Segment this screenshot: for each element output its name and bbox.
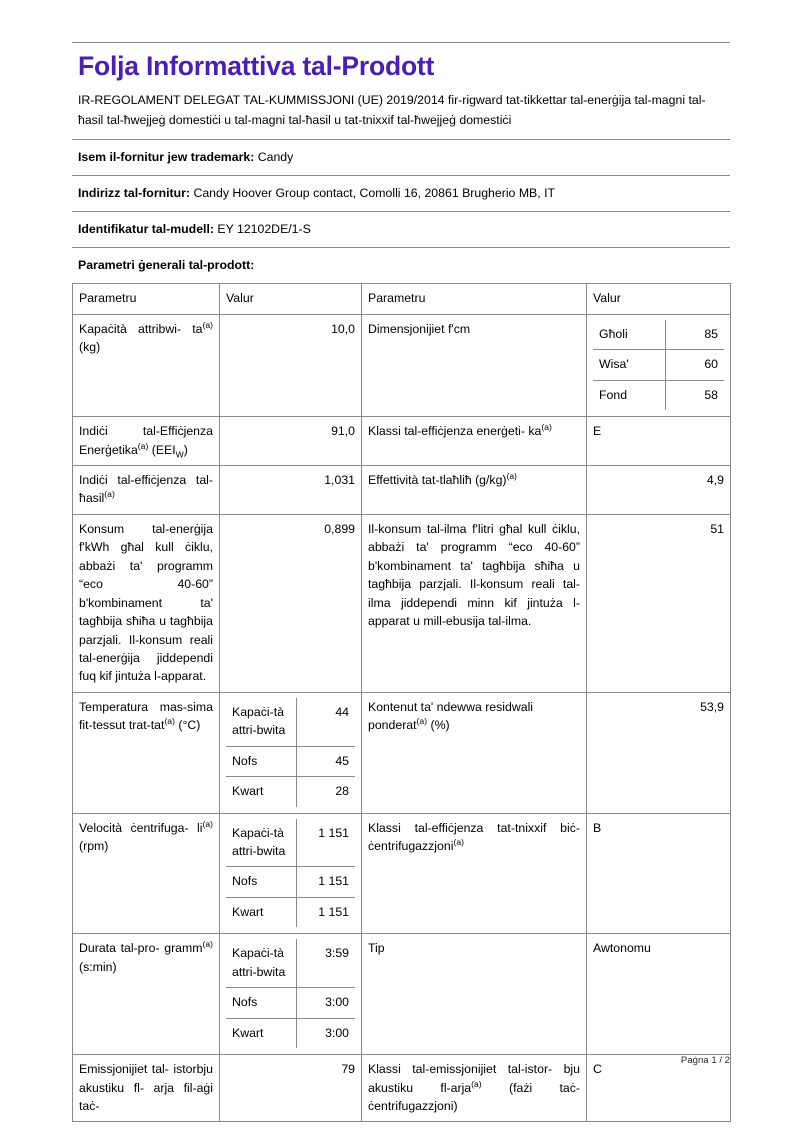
duration-label xyxy=(73,934,220,1055)
duration-sublabel-quarter: Kwart xyxy=(226,1018,296,1048)
duration-subrow-quarter xyxy=(226,1018,355,1048)
footnote-marker: (a) xyxy=(453,836,464,847)
general-parameters-heading xyxy=(72,248,730,283)
eei-abbrev: (EEI xyxy=(151,442,176,457)
footnote-marker: (a) xyxy=(541,422,552,433)
temperature-subvalue-quarter: 28 xyxy=(296,777,355,807)
dimension-row-depth xyxy=(593,380,724,410)
duration-subvalue-half: 3:00 xyxy=(296,988,355,1018)
footnote-marker: (a) xyxy=(202,319,213,330)
spin-speed-subvalue-rated: 1 151 xyxy=(296,819,355,867)
noise-class-value: C xyxy=(587,1055,731,1122)
wash-efficiency-label-line1: Indiċi tal-effiċjenza xyxy=(79,473,187,487)
temperature-subrow-half xyxy=(226,746,355,776)
dimension-value-depth: 58 xyxy=(665,380,724,410)
noise-label-line1: Emissjonijiet tal- xyxy=(79,1062,169,1077)
page-footer: Paġna 1 / 2 xyxy=(680,1055,730,1066)
spin-speed-label-line1: Velocità ċentrifuga- xyxy=(79,820,189,835)
temperature-label-line1: Temperatura mas- xyxy=(79,699,188,714)
footnote-marker: (a) xyxy=(164,716,175,727)
eei-label-line1: Indiċi tal-Effiċjenza xyxy=(79,424,213,439)
table-row-spin-speed xyxy=(73,813,731,934)
temperature-label-line2: sima fit-tessut trat- xyxy=(79,699,213,733)
supplier-value: Candy xyxy=(257,149,294,164)
wash-efficiency-label xyxy=(73,466,220,515)
footnote-marker: (a) xyxy=(137,440,149,451)
spin-speed-label-line2: li xyxy=(197,820,203,835)
spin-speed-subvalue-quarter: 1 151 xyxy=(296,897,355,927)
table-row-wash-efficiency xyxy=(73,466,731,515)
footnote-marker: (a) xyxy=(202,818,213,829)
table-header-row xyxy=(73,284,731,314)
eei-label xyxy=(73,417,220,466)
residual-moisture-line1: Kontenut ta' ndewwa residwali xyxy=(368,699,534,714)
temperature-subvalue-half: 45 xyxy=(296,746,355,776)
spin-speed-label xyxy=(73,813,220,934)
eei-value: 91,0 xyxy=(220,417,362,466)
spin-speed-subrow-half xyxy=(226,867,355,897)
capacity-label xyxy=(73,314,220,416)
spin-speed-subvalue-half: 1 151 xyxy=(296,867,355,897)
drying-class-line1: Klassi tal-effiċjenza tat-tnixxif xyxy=(368,820,547,835)
noise-class-line2: bju akustiku fl-arja xyxy=(368,1062,580,1095)
page-title: Folja Informattiva tal-Prodott xyxy=(78,51,435,81)
footnote-marker: (a) xyxy=(104,489,115,500)
header-value-right: Valur xyxy=(587,284,731,314)
noise-label-line3: arja fil-aġi taċ- xyxy=(79,1080,213,1113)
water-consumption-value: 51 xyxy=(587,514,731,692)
eei-subscript: W xyxy=(175,449,184,460)
dimension-label-depth: Fond xyxy=(593,380,665,410)
duration-label-line2: gramm xyxy=(164,941,203,956)
temperature-subtable xyxy=(226,698,355,807)
wash-efficiency-value: 1,031 xyxy=(220,466,362,515)
spin-speed-unit: (rpm) xyxy=(79,839,109,853)
temperature-sublabel-quarter: Kwart xyxy=(226,777,296,807)
noise-label-line2: istorbju akustiku fl- xyxy=(79,1062,213,1095)
address-label: Indirizz tal-fornitur: xyxy=(78,185,191,200)
duration-subtable-holder xyxy=(220,934,362,1055)
regulation-reference: IR-REGOLAMENT DELEGAT TAL-KUMMISSJONI (UE) 2019/2014 fir-rigward tat-tikkettar tal-enerġija tal-magni tal-ħasil tal-ħwejjeġ domestiċi u tal-magni tal-ħasil u tat-tnixxif tal-ħwejjeġ domestiċi xyxy=(78,93,706,127)
table-row-capacity xyxy=(73,314,731,416)
spin-speed-sublabel-half: Nofs xyxy=(226,867,296,897)
footnote-marker: (a) xyxy=(506,470,518,481)
capacity-unit: (kg) xyxy=(79,340,101,355)
temperature-sublabel-rated: Kapaċi-tà attri-bwita xyxy=(226,698,296,746)
dimension-row-width xyxy=(593,350,724,380)
energy-class-label-line2: ka xyxy=(528,424,542,439)
spin-speed-subrow-quarter xyxy=(226,897,355,927)
capacity-label-line1: Kapaċità attribwi- xyxy=(79,321,182,336)
address-row xyxy=(72,176,730,211)
header-parameter-right: Parametru xyxy=(362,284,587,314)
table-row-eei xyxy=(73,417,731,466)
dimension-row-height xyxy=(593,320,724,350)
dimensions-subtable xyxy=(593,320,724,410)
general-parameters-label: Parametri ġenerali tal-prodott: xyxy=(78,258,255,273)
model-row xyxy=(72,212,730,247)
rinsing-effectiveness-text: Effettività tat-tlaħliħ (g/kg) xyxy=(368,473,507,487)
table-row-duration xyxy=(73,934,731,1055)
dimension-value-height: 85 xyxy=(665,320,724,350)
duration-sublabel-rated: Kapaċi-tà attri-bwita xyxy=(226,939,296,987)
noise-class-line3: (fażi taċ- xyxy=(508,1080,580,1095)
spin-speed-subrow-rated xyxy=(226,819,355,867)
footnote-marker: (a) xyxy=(416,716,428,727)
eei-paren-close: ) xyxy=(183,442,188,457)
residual-moisture-value: 53,9 xyxy=(587,692,731,813)
duration-subvalue-quarter: 3:00 xyxy=(296,1018,355,1048)
capacity-label-line2: ta xyxy=(192,321,203,336)
model-label: Identifikatur tal-mudell: xyxy=(78,221,214,236)
energy-consumption-value: 0,899 xyxy=(220,514,362,692)
noise-class-line4: ċentrifugazzjoni) xyxy=(368,1098,458,1113)
noise-class-line1: Klassi tal-emissjonijiet tal-istor- xyxy=(368,1062,553,1077)
parameters-table xyxy=(72,283,731,1122)
header-parameter-left: Parametru xyxy=(73,284,220,314)
energy-class-label xyxy=(362,417,587,466)
rinsing-effectiveness-label xyxy=(362,466,587,515)
eei-label-line2: Enerġetika xyxy=(79,442,138,457)
supplier-label: Isem il-fornitur jew trademark: xyxy=(78,149,255,164)
duration-subvalue-rated: 3:59 xyxy=(296,939,355,987)
temperature-label-line3: tat xyxy=(150,718,165,733)
temperature-unit: (°C) xyxy=(178,718,201,733)
duration-subrow-half xyxy=(226,988,355,1018)
energy-class-label-line1: Klassi tal-effiċjenza enerġeti- xyxy=(368,424,525,439)
footnote-marker: (a) xyxy=(202,939,214,950)
dimension-label-width: Wisa' xyxy=(593,350,665,380)
water-consumption-label: Il-konsum tal-ilma f'litri għal kull ċiklu, abbażi ta' programm “eco 40-60” b'kombinament ta' tagħbija sħiħa u tagħbija parzjali. Il-konsum reali tal-ilma jiddependi minn kif jintuża l-apparat u mill-ebusija tal-ilma. xyxy=(362,514,587,692)
duration-sublabel-half: Nofs xyxy=(226,988,296,1018)
noise-value: 79 xyxy=(220,1055,362,1122)
residual-moisture-unit: (%) xyxy=(430,718,450,733)
footnote-marker: (a) xyxy=(471,1078,482,1089)
temperature-subrow-quarter xyxy=(226,777,355,807)
drying-class-label xyxy=(362,813,587,934)
model-value: EY 12102DE/1-S xyxy=(217,221,311,236)
spin-speed-subtable-holder xyxy=(220,813,362,934)
table-row-temperature xyxy=(73,692,731,813)
dimension-value-width: 60 xyxy=(665,350,724,380)
temperature-label xyxy=(73,692,220,813)
temperature-subrow-rated xyxy=(226,698,355,746)
drying-class-value: B xyxy=(587,813,731,934)
duration-subrow-rated xyxy=(226,939,355,987)
wash-efficiency-label-line2: tal-ħasil xyxy=(79,473,214,506)
spin-speed-sublabel-quarter: Kwart xyxy=(226,897,296,927)
supplier-row xyxy=(72,140,730,175)
spin-speed-sublabel-rated: Kapaċi-tà attri-bwita xyxy=(226,819,296,867)
table-row-energy-consumption xyxy=(73,514,731,692)
capacity-value: 10,0 xyxy=(220,314,362,416)
temperature-subtable-holder xyxy=(220,692,362,813)
spin-speed-subtable xyxy=(226,819,355,928)
energy-consumption-label: Konsum tal-enerġija f'kWh għal kull ċiklu, abbażi ta' programm “eco 40-60” b'kombinament ta' tagħbija sħiħa u tagħbija parzjali. Il-konsum reali tal-enerġija jiddependi fuq kif jintuża l-apparat. xyxy=(73,514,220,692)
temperature-sublabel-half: Nofs xyxy=(226,746,296,776)
drying-class-line2: biċ-ċentrifugazzjoni xyxy=(368,820,580,853)
temperature-subvalue-rated: 44 xyxy=(296,698,355,746)
dimensions-subtable-holder xyxy=(587,314,731,416)
product-information-sheet xyxy=(72,42,730,1122)
residual-moisture-line2: ponderat xyxy=(368,718,417,733)
duration-label-line1: Durata tal-pro- xyxy=(79,941,160,956)
dimension-label-height: Għoli xyxy=(593,320,665,350)
type-label: Tip xyxy=(362,934,587,1055)
residual-moisture-label xyxy=(362,692,587,813)
rinsing-effectiveness-value: 4,9 xyxy=(587,466,731,515)
energy-class-value: E xyxy=(587,417,731,466)
dimensions-label: Dimensjonijiet f'cm xyxy=(362,314,587,416)
duration-unit: (s:min) xyxy=(79,959,117,974)
address-value: Candy Hoover Group contact, Comolli 16, 20861 Brugherio MB, IT xyxy=(193,185,556,200)
type-value: Awtonomu xyxy=(587,934,731,1055)
header-value-left: Valur xyxy=(220,284,362,314)
duration-subtable xyxy=(226,939,355,1048)
